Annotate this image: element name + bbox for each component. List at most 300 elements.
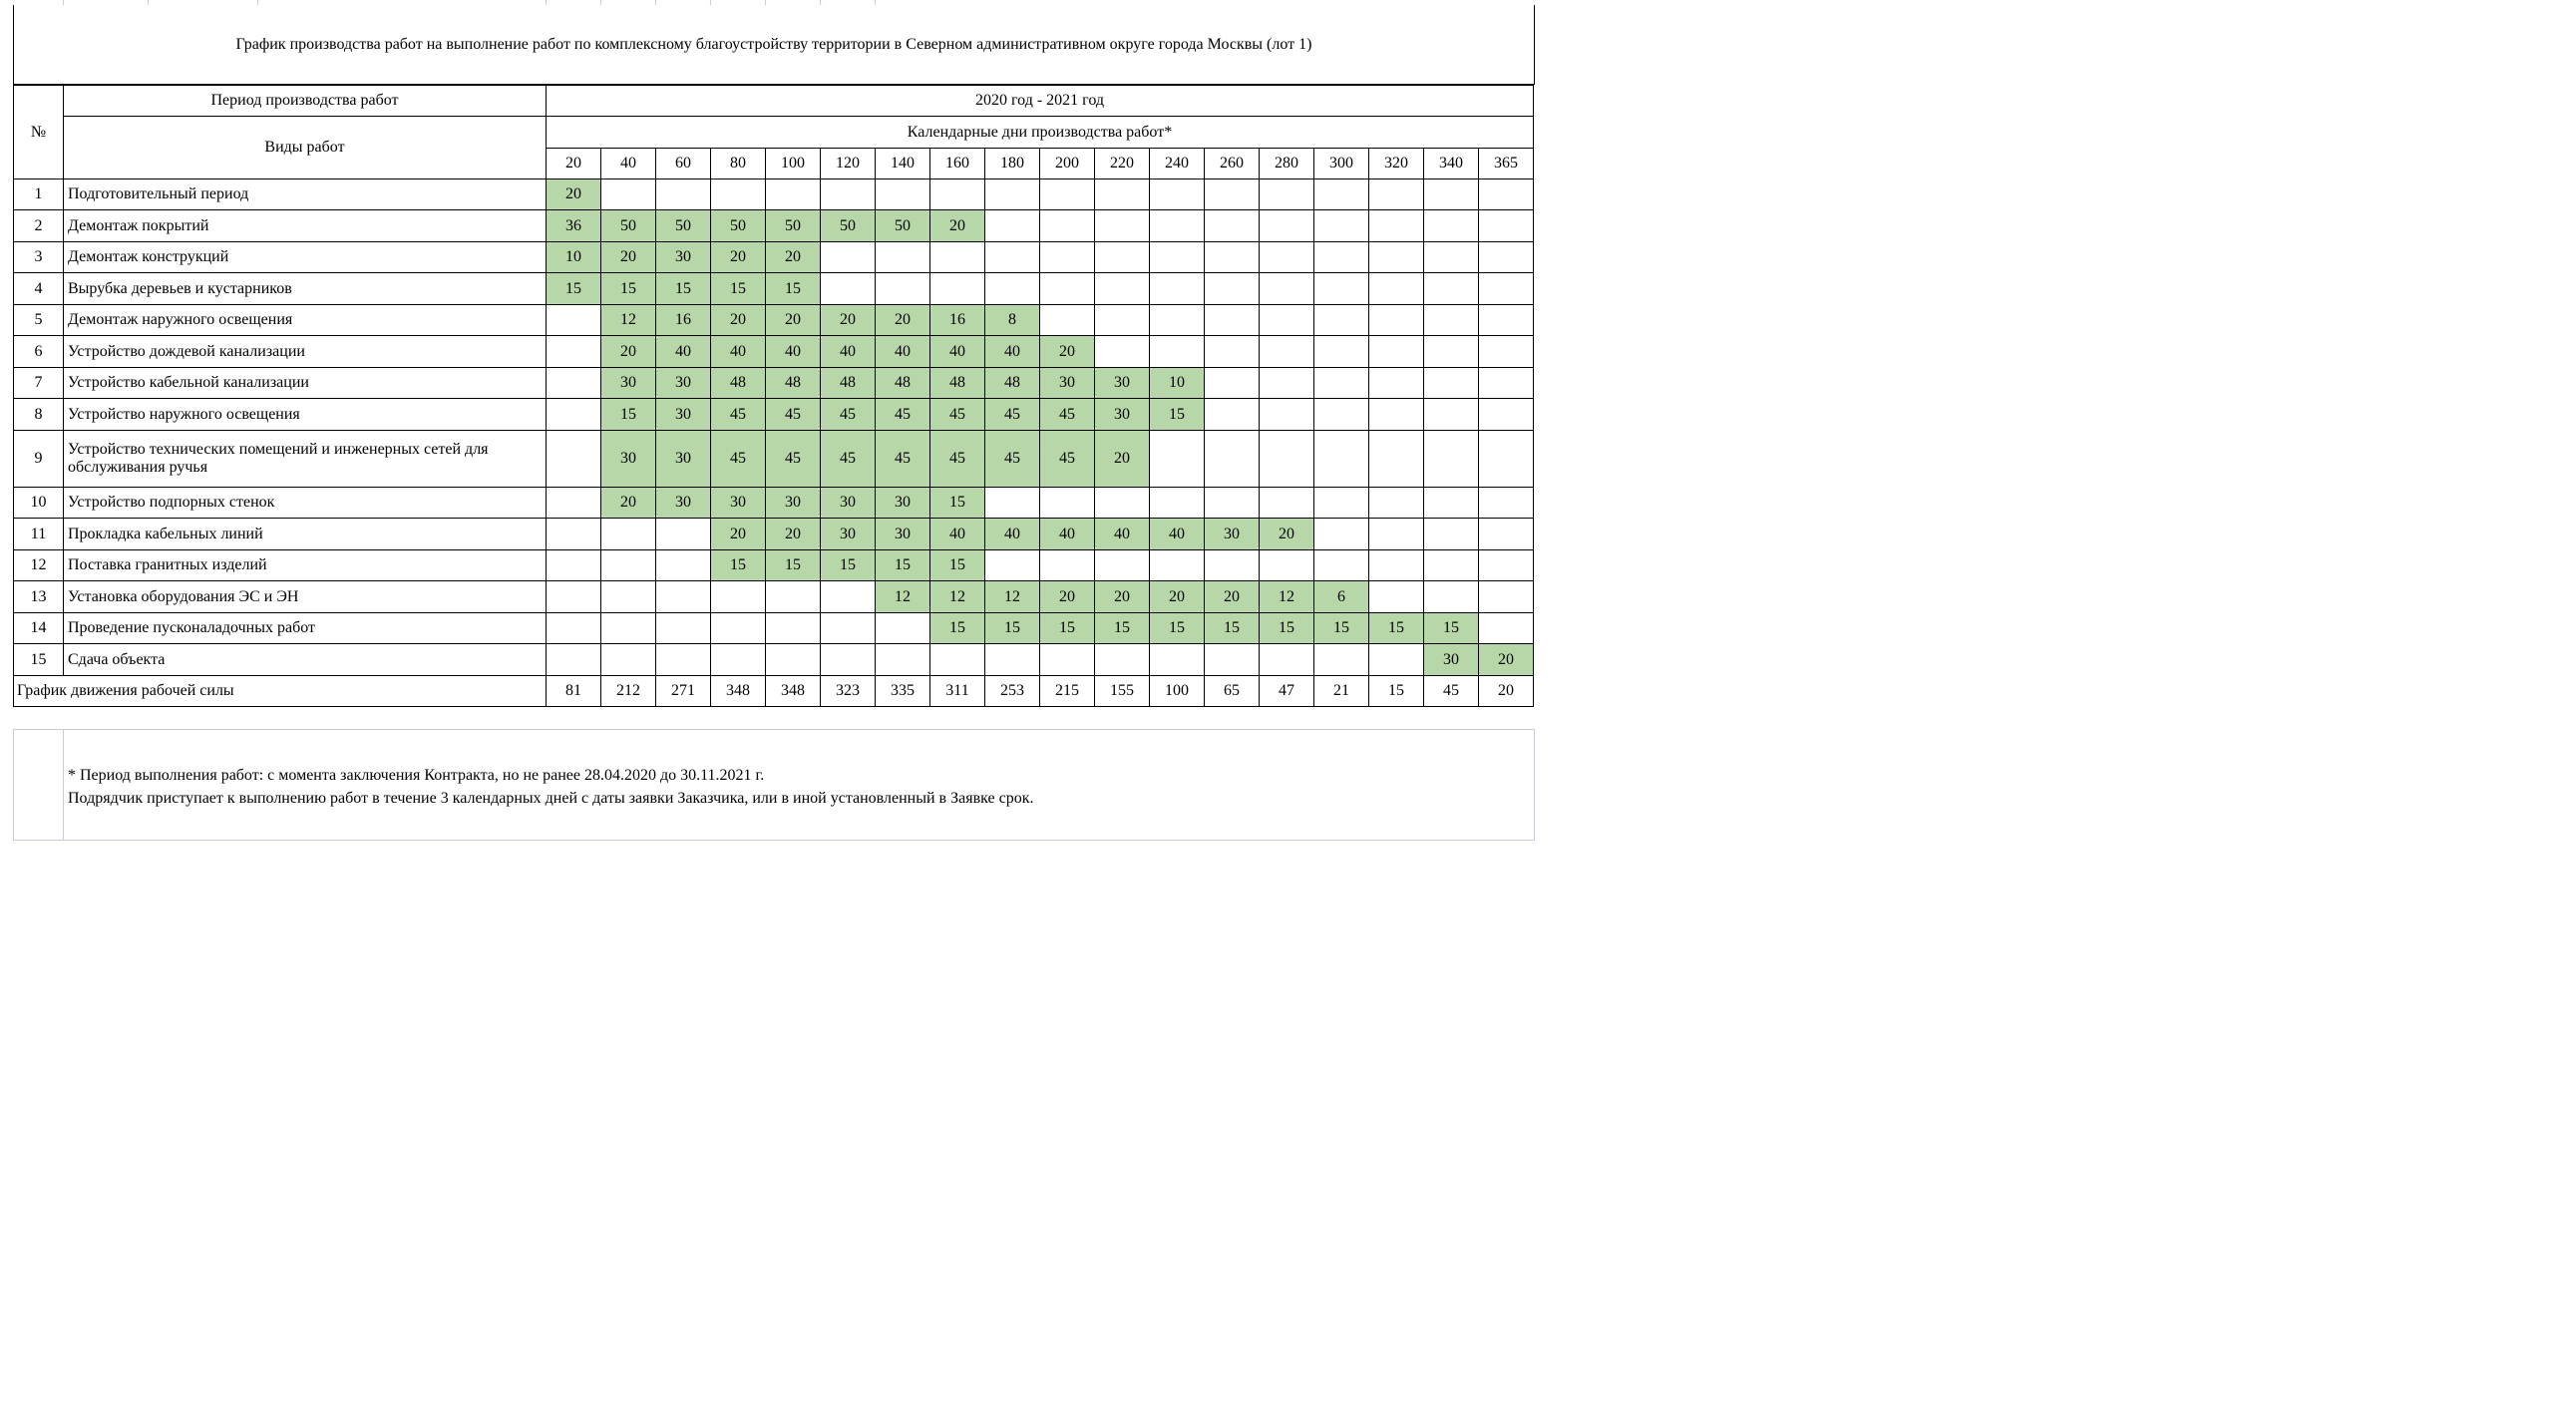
day-header: 80 [711, 149, 766, 179]
workforce-cell: 40 [656, 336, 711, 368]
workforce-cell: 20 [1095, 431, 1150, 488]
table-row [14, 581, 1534, 613]
workforce-cell [547, 581, 601, 613]
workforce-cell [1150, 336, 1205, 368]
workforce-cell [876, 242, 930, 273]
workforce-cell [1040, 550, 1095, 581]
workforce-cell: 30 [876, 519, 930, 550]
workforce-cell [1150, 488, 1205, 519]
workforce-cell: 20 [1040, 581, 1095, 613]
workforce-cell [1369, 368, 1424, 399]
workforce-cell [1205, 368, 1260, 399]
workforce-cell [1479, 550, 1534, 581]
workforce-cell [821, 613, 876, 644]
workforce-cell [1150, 242, 1205, 273]
workforce-cell: 48 [766, 368, 821, 399]
day-header: 365 [1479, 149, 1534, 179]
workforce-cell [1424, 550, 1479, 581]
workforce-cell: 15 [1314, 613, 1369, 644]
row-number: 9 [14, 431, 64, 488]
workforce-cell: 45 [1040, 431, 1095, 488]
workforce-cell [985, 550, 1040, 581]
day-header: 220 [1095, 149, 1150, 179]
workforce-cell [1150, 644, 1205, 676]
day-header: 200 [1040, 149, 1095, 179]
work-type: Устройство наружного освещения [64, 399, 547, 431]
workforce-cell: 45 [876, 431, 930, 488]
footnote [68, 764, 1033, 810]
workforce-cell [547, 336, 601, 368]
workforce-cell [1424, 581, 1479, 613]
workforce-cell: 20 [547, 179, 601, 210]
workforce-cell [1260, 179, 1314, 210]
workforce-cell: 15 [1205, 613, 1260, 644]
footnote-contractor: Подрядчик приступает к выполнению работ в течение 3 календарных дней с даты заявки Заказчика, или в иной установленный в Заявке срок. [68, 790, 1034, 807]
workforce-cell [985, 242, 1040, 273]
workforce-cell: 45 [766, 431, 821, 488]
workforce-cell: 20 [711, 305, 766, 336]
workforce-cell [821, 242, 876, 273]
workforce-cell [1260, 210, 1314, 242]
workforce-cell [601, 179, 656, 210]
workforce-cell [711, 613, 766, 644]
total-cell: 215 [1040, 676, 1095, 707]
workforce-cell: 15 [930, 613, 985, 644]
row-number: 3 [14, 242, 64, 273]
workforce-cell [1314, 336, 1369, 368]
workforce-cell [1479, 179, 1534, 210]
table-row [14, 336, 1534, 368]
workforce-cell: 40 [876, 336, 930, 368]
workforce-cell: 30 [766, 488, 821, 519]
table-row [14, 519, 1534, 550]
workforce-cell [1095, 179, 1150, 210]
total-cell: 348 [766, 676, 821, 707]
workforce-cell: 20 [1095, 581, 1150, 613]
workforce-cell [1314, 179, 1369, 210]
workforce-cell [711, 644, 766, 676]
workforce-cell [930, 273, 985, 305]
workforce-cell [1040, 179, 1095, 210]
row-number: 7 [14, 368, 64, 399]
workforce-cell: 45 [930, 399, 985, 431]
workforce-cell [930, 179, 985, 210]
workforce-cell [547, 644, 601, 676]
workforce-cell [1260, 336, 1314, 368]
workforce-cell: 6 [1314, 581, 1369, 613]
table-row [14, 368, 1534, 399]
work-type: Демонтаж покрытий [64, 210, 547, 242]
workforce-cell [1424, 336, 1479, 368]
workforce-cell: 16 [656, 305, 711, 336]
table-row [14, 210, 1534, 242]
workforce-cell: 15 [1260, 613, 1314, 644]
workforce-cell: 15 [985, 613, 1040, 644]
totals-label: График движения рабочей силы [14, 676, 547, 707]
workforce-cell: 50 [766, 210, 821, 242]
workforce-cell [1095, 242, 1150, 273]
workforce-cell [985, 273, 1040, 305]
workforce-cell [1095, 305, 1150, 336]
workforce-cell [1260, 242, 1314, 273]
row-number: 8 [14, 399, 64, 431]
table-row [14, 550, 1534, 581]
totals-row [14, 676, 1534, 707]
day-header: 180 [985, 149, 1040, 179]
workforce-cell [766, 581, 821, 613]
workforce-cell [1260, 273, 1314, 305]
workforce-cell: 30 [1424, 644, 1479, 676]
workforce-cell: 20 [766, 519, 821, 550]
total-cell: 212 [601, 676, 656, 707]
workforce-cell [1260, 644, 1314, 676]
workforce-cell: 15 [711, 273, 766, 305]
workforce-cell [930, 644, 985, 676]
workforce-cell [821, 179, 876, 210]
day-header: 280 [1260, 149, 1314, 179]
workforce-cell [1479, 519, 1534, 550]
workforce-cell: 15 [1150, 399, 1205, 431]
workforce-cell [1424, 368, 1479, 399]
workforce-cell: 30 [1095, 399, 1150, 431]
workforce-cell: 12 [930, 581, 985, 613]
workforce-cell: 40 [821, 336, 876, 368]
table-row [14, 305, 1534, 336]
workforce-cell [1150, 210, 1205, 242]
workforce-cell [1205, 305, 1260, 336]
workforce-cell: 15 [1095, 613, 1150, 644]
workforce-cell [1369, 305, 1424, 336]
workforce-cell: 10 [547, 242, 601, 273]
work-type: Проведение пусконаладочных работ [64, 613, 547, 644]
workforce-cell [1314, 399, 1369, 431]
workforce-cell: 15 [1369, 613, 1424, 644]
workforce-cell [1479, 581, 1534, 613]
workforce-cell [766, 644, 821, 676]
workforce-cell: 45 [821, 431, 876, 488]
workforce-cell [1150, 305, 1205, 336]
workforce-cell: 20 [1260, 519, 1314, 550]
workforce-cell [1150, 273, 1205, 305]
total-cell: 65 [1205, 676, 1260, 707]
workforce-cell: 8 [985, 305, 1040, 336]
work-type: Установка оборудования ЭС и ЭН [64, 581, 547, 613]
day-header: 160 [930, 149, 985, 179]
workforce-cell [1479, 305, 1534, 336]
table-row [14, 488, 1534, 519]
day-header: 240 [1150, 149, 1205, 179]
workforce-cell [656, 644, 711, 676]
workforce-cell [1424, 488, 1479, 519]
workforce-cell: 45 [985, 431, 1040, 488]
workforce-cell [547, 550, 601, 581]
workforce-cell: 15 [711, 550, 766, 581]
workforce-cell [1479, 488, 1534, 519]
workforce-cell [930, 242, 985, 273]
work-type: Устройство подпорных стенок [64, 488, 547, 519]
workforce-cell [1260, 488, 1314, 519]
workforce-cell: 12 [985, 581, 1040, 613]
workforce-cell: 50 [601, 210, 656, 242]
workforce-cell [1205, 273, 1260, 305]
workforce-cell [1040, 242, 1095, 273]
workforce-cell: 20 [601, 488, 656, 519]
workforce-cell [985, 210, 1040, 242]
workforce-cell: 40 [930, 519, 985, 550]
row-number: 11 [14, 519, 64, 550]
table-row [14, 644, 1534, 676]
workforce-cell: 40 [1150, 519, 1205, 550]
workforce-cell [1369, 179, 1424, 210]
workforce-cell [1479, 613, 1534, 644]
workforce-cell [547, 399, 601, 431]
total-cell: 47 [1260, 676, 1314, 707]
work-type: Устройство кабельной канализации [64, 368, 547, 399]
workforce-cell: 15 [601, 399, 656, 431]
workforce-cell [1424, 431, 1479, 488]
workforce-cell [1205, 336, 1260, 368]
workforce-cell [1314, 210, 1369, 242]
workforce-cell [1314, 431, 1369, 488]
workforce-cell: 12 [601, 305, 656, 336]
workforce-cell [1369, 399, 1424, 431]
workforce-cell: 45 [1040, 399, 1095, 431]
workforce-cell: 48 [985, 368, 1040, 399]
work-type: Демонтаж конструкций [64, 242, 547, 273]
workforce-cell: 15 [930, 550, 985, 581]
year-range-header: 2020 год - 2021 год [547, 86, 1534, 117]
workforce-cell: 15 [821, 550, 876, 581]
workforce-cell [1314, 305, 1369, 336]
workforce-cell [1369, 581, 1424, 613]
workforce-cell: 45 [821, 399, 876, 431]
workforce-cell [1314, 644, 1369, 676]
workforce-cell [1260, 368, 1314, 399]
table-row [14, 242, 1534, 273]
workforce-cell: 15 [766, 550, 821, 581]
workforce-cell [1314, 488, 1369, 519]
workforce-cell [1150, 179, 1205, 210]
workforce-cell: 20 [1205, 581, 1260, 613]
workforce-cell: 30 [821, 488, 876, 519]
workforce-cell: 45 [711, 431, 766, 488]
workforce-cell: 20 [876, 305, 930, 336]
workforce-cell [601, 581, 656, 613]
workforce-cell: 20 [601, 242, 656, 273]
workforce-cell: 30 [1205, 519, 1260, 550]
workforce-cell [766, 179, 821, 210]
workforce-cell [1479, 399, 1534, 431]
total-cell: 81 [547, 676, 601, 707]
workforce-cell [1479, 431, 1534, 488]
workforce-cell: 15 [876, 550, 930, 581]
workforce-cell: 20 [711, 242, 766, 273]
total-cell: 253 [985, 676, 1040, 707]
day-header: 100 [766, 149, 821, 179]
workforce-cell: 50 [821, 210, 876, 242]
workforce-cell: 30 [601, 431, 656, 488]
workforce-cell [1479, 336, 1534, 368]
workforce-cell [1314, 368, 1369, 399]
workforce-cell: 50 [876, 210, 930, 242]
total-cell: 311 [930, 676, 985, 707]
calendar-days-header: Календарные дни производства работ* [547, 117, 1534, 149]
spreadsheet-sheet [0, 0, 1545, 852]
workforce-cell [821, 273, 876, 305]
workforce-cell [821, 644, 876, 676]
workforce-cell [1095, 644, 1150, 676]
workforce-cell [1095, 336, 1150, 368]
workforce-cell: 45 [930, 431, 985, 488]
row-number: 1 [14, 179, 64, 210]
workforce-cell [1260, 305, 1314, 336]
workforce-cell: 15 [1040, 613, 1095, 644]
workforce-cell: 50 [656, 210, 711, 242]
workforce-cell [1369, 519, 1424, 550]
workforce-cell [1424, 305, 1479, 336]
workforce-cell: 15 [1424, 613, 1479, 644]
workforce-cell: 45 [985, 399, 1040, 431]
workforce-cell: 45 [766, 399, 821, 431]
workforce-cell: 30 [1095, 368, 1150, 399]
workforce-cell: 20 [1040, 336, 1095, 368]
total-cell: 20 [1479, 676, 1534, 707]
workforce-cell: 20 [711, 519, 766, 550]
workforce-cell [1314, 242, 1369, 273]
workforce-cell [1205, 488, 1260, 519]
workforce-cell: 40 [985, 336, 1040, 368]
workforce-cell [1095, 210, 1150, 242]
workforce-cell [601, 644, 656, 676]
workforce-cell [656, 519, 711, 550]
workforce-cell [547, 368, 601, 399]
workforce-cell [656, 179, 711, 210]
workforce-cell [1479, 368, 1534, 399]
workforce-cell [547, 613, 601, 644]
period-header: Период производства работ [64, 86, 547, 117]
workforce-cell [821, 581, 876, 613]
workforce-cell [1205, 242, 1260, 273]
total-cell: 100 [1150, 676, 1205, 707]
day-header: 140 [876, 149, 930, 179]
row-number: 12 [14, 550, 64, 581]
workforce-cell: 16 [930, 305, 985, 336]
workforce-cell [711, 581, 766, 613]
workforce-cell [1260, 550, 1314, 581]
total-cell: 335 [876, 676, 930, 707]
workforce-cell: 15 [601, 273, 656, 305]
workforce-cell [985, 179, 1040, 210]
workforce-cell [1314, 273, 1369, 305]
table-row [14, 613, 1534, 644]
workforce-cell: 15 [766, 273, 821, 305]
work-type: Устройство технических помещений и инженерных сетей для обслуживания ручья [64, 431, 547, 488]
workforce-cell: 30 [1040, 368, 1095, 399]
footnote-period: * Период выполнения работ: с момента заключения Контракта, но не ранее 28.04.2020 до 30.11.2021 г. [68, 767, 765, 784]
workforce-cell [1369, 336, 1424, 368]
workforce-cell: 40 [1095, 519, 1150, 550]
workforce-cell [1479, 210, 1534, 242]
workforce-cell [876, 644, 930, 676]
workforce-cell [601, 613, 656, 644]
workforce-cell: 10 [1150, 368, 1205, 399]
workforce-cell: 15 [656, 273, 711, 305]
table-row [14, 179, 1534, 210]
workforce-cell: 50 [711, 210, 766, 242]
workforce-cell: 30 [656, 431, 711, 488]
total-cell: 45 [1424, 676, 1479, 707]
workforce-cell [1095, 550, 1150, 581]
workforce-cell [876, 613, 930, 644]
workforce-cell: 20 [766, 305, 821, 336]
workforce-cell [1369, 644, 1424, 676]
workforce-cell [1260, 399, 1314, 431]
workforce-cell: 30 [876, 488, 930, 519]
schedule-table [13, 85, 1534, 707]
work-type: Прокладка кабельных линий [64, 519, 547, 550]
total-cell: 323 [821, 676, 876, 707]
workforce-cell [1369, 431, 1424, 488]
workforce-cell: 40 [1040, 519, 1095, 550]
work-type: Устройство дождевой канализации [64, 336, 547, 368]
workforce-cell [547, 488, 601, 519]
workforce-cell [1205, 399, 1260, 431]
workforce-cell [1040, 305, 1095, 336]
workforce-cell [766, 613, 821, 644]
workforce-cell [1150, 431, 1205, 488]
workforce-cell [985, 644, 1040, 676]
day-header: 340 [1424, 149, 1479, 179]
workforce-cell: 45 [876, 399, 930, 431]
workforce-cell [1369, 550, 1424, 581]
row-number: 5 [14, 305, 64, 336]
workforce-cell [711, 179, 766, 210]
work-type: Поставка гранитных изделий [64, 550, 547, 581]
day-header: 20 [547, 149, 601, 179]
workforce-cell: 12 [1260, 581, 1314, 613]
workforce-cell [1424, 519, 1479, 550]
total-cell: 271 [656, 676, 711, 707]
workforce-cell: 40 [930, 336, 985, 368]
workforce-cell: 36 [547, 210, 601, 242]
row-number: 2 [14, 210, 64, 242]
work-type: Демонтаж наружного освещения [64, 305, 547, 336]
table-row [14, 431, 1534, 488]
workforce-cell [656, 550, 711, 581]
workforce-cell [1369, 488, 1424, 519]
workforce-cell [1205, 431, 1260, 488]
workforce-cell [1205, 179, 1260, 210]
workforce-cell [1205, 550, 1260, 581]
workforce-cell: 30 [656, 242, 711, 273]
grid-line [63, 729, 64, 841]
schedule-title: График производства работ на выполнение работ по комплексному благоустройству территории в Северном административном округе города Москвы (лот 1) [13, 5, 1535, 85]
workforce-cell: 15 [930, 488, 985, 519]
workforce-cell [601, 519, 656, 550]
work-types-header: Виды работ [64, 117, 547, 179]
workforce-cell [1424, 399, 1479, 431]
workforce-cell [656, 613, 711, 644]
workforce-cell: 12 [876, 581, 930, 613]
workforce-cell: 48 [711, 368, 766, 399]
workforce-cell: 15 [547, 273, 601, 305]
workforce-cell: 30 [656, 399, 711, 431]
workforce-cell [1369, 273, 1424, 305]
total-cell: 155 [1095, 676, 1150, 707]
day-header: 120 [821, 149, 876, 179]
workforce-cell: 45 [711, 399, 766, 431]
work-type: Сдача объекта [64, 644, 547, 676]
